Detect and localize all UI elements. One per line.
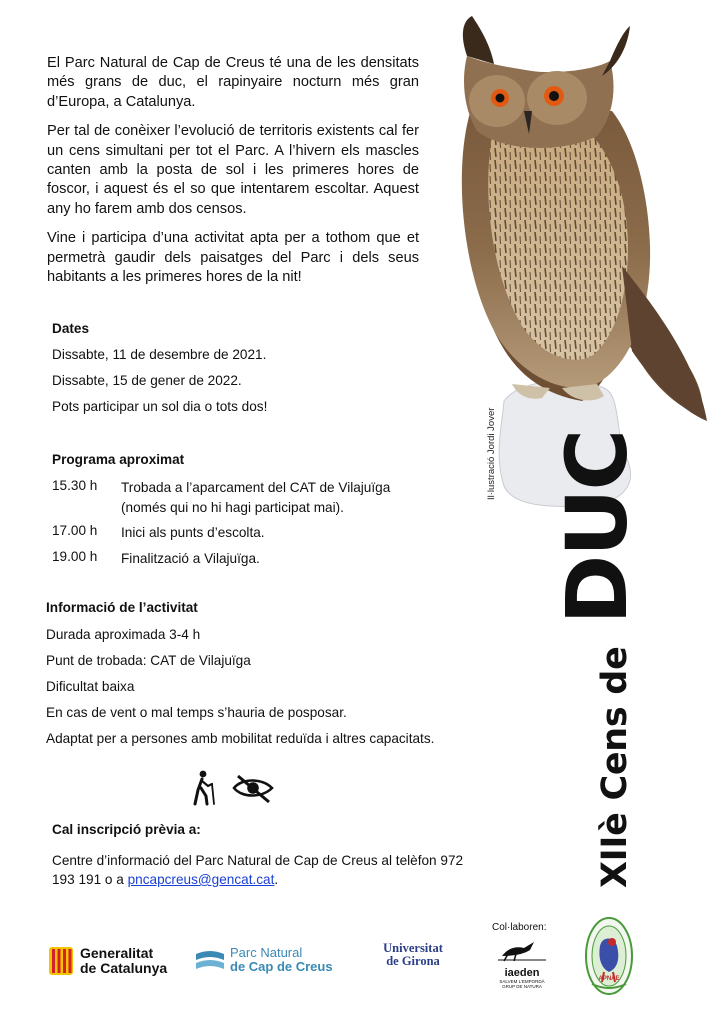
date-2: Dissabte, 15 de gener de 2022. [52,373,242,388]
parc-natural-line-1: Parc Natural [230,945,303,960]
date-1: Dissabte, 11 de desembre de 2021. [52,347,267,362]
event-title [548,431,646,888]
program-desc-1: Trobada a l’aparcament del CAT de Vilajuïga (només qui no hi hagi participat mai). [121,480,391,515]
info-duration: Durada aproximada 3-4 h [46,627,201,642]
title-line-2: DUC [548,430,646,625]
parc-natural-emblem-icon [194,948,226,974]
apnae-logo [584,916,634,1001]
intro-paragraph-2: Per tal de conèixer l’evolució de territoris existents cal fer un cens simultani per tot el Parc. A l’hivern els mascles canten amb la posta de sol i les primeres hores de foscor, i aquest és el so que intentarem escoltar. Aquest any ho farem amb dos censos. [47,123,419,217]
program-time-3: 19.00 h [52,549,98,564]
registration-text-end: . [274,872,279,887]
udg-logo [378,942,448,968]
udg-line-2: de Girona [386,954,440,968]
partner-logos [0,900,724,1024]
parc-natural-line-2: de Cap de Creus [230,959,333,974]
dates-heading: Dates [52,321,90,336]
registration-contact [52,851,482,889]
collab-label: Col·laboren: [492,922,547,933]
iaeden-sub-1: SALVEM L’EMPORDÀ [499,979,545,984]
generalitat-line-2: de Catalunya [80,960,168,976]
program-heading: Programa aproximat [52,452,185,467]
program-desc-2: Inici als punts d’escolta. [121,525,265,540]
intro-paragraph-3: Vine i participa d’una activitat apta per a tothom que et permetrà gaudir dels paisatges del Parc i dels seus habitants a les primeres hores de la nit! [47,230,419,286]
intro-paragraph-1: El Parc Natural de Cap de Creus té una de les densitats més grans de duc, el rapinyaire nocturn més gran d’Europa, a Catalunya. [47,55,419,110]
generalitat-emblem-icon [48,946,74,976]
accessibility-icons [188,770,278,806]
walking-cane-icon [195,771,214,804]
iaeden-name: iaeden [504,967,540,979]
visual-impairment-icon [234,776,272,802]
info-adapted: Adaptat per a persones amb mobilitat reduïda i altres capacitats. [46,731,435,746]
dates-note: Pots participar un sol dia o tots dos! [52,399,268,414]
illustration-credit: Il·lustració Jordi Jover [486,407,497,500]
info-meeting-point: Punt de trobada: CAT de Vilajuïga [46,653,251,668]
udg-line-1: Universitat [383,941,443,955]
intro-text [47,54,419,296]
iaeden-logo [494,936,550,989]
generalitat-line-1: Generalitat [80,945,154,961]
info-heading: Informació de l’activitat [46,600,198,615]
apnae-emblem-icon [584,916,634,996]
program-time-2: 17.00 h [52,523,98,538]
iaeden-emblem-icon [494,936,550,962]
info-difficulty: Dificultat baixa [46,679,135,694]
registration-heading: Cal inscripció prèvia a: [52,822,201,837]
apnae-text: APNAE [598,976,620,982]
registration-email-link[interactable]: pncapcreus@gencat.cat [127,872,275,887]
program-time-1: 15.30 h [52,478,98,493]
title-line-1: XIIè Cens de [595,646,635,888]
program-desc-3: Finalització a Vilajuïga. [121,551,260,566]
iaeden-sub-2: GRUP DE NATURA [502,984,542,989]
info-weather: En cas de vent o mal temps s’hauria de posposar. [46,705,347,720]
registration-text: Centre d’informació del Parc Natural de Cap de Creus al telèfon 972 193 191 o a [52,853,464,887]
